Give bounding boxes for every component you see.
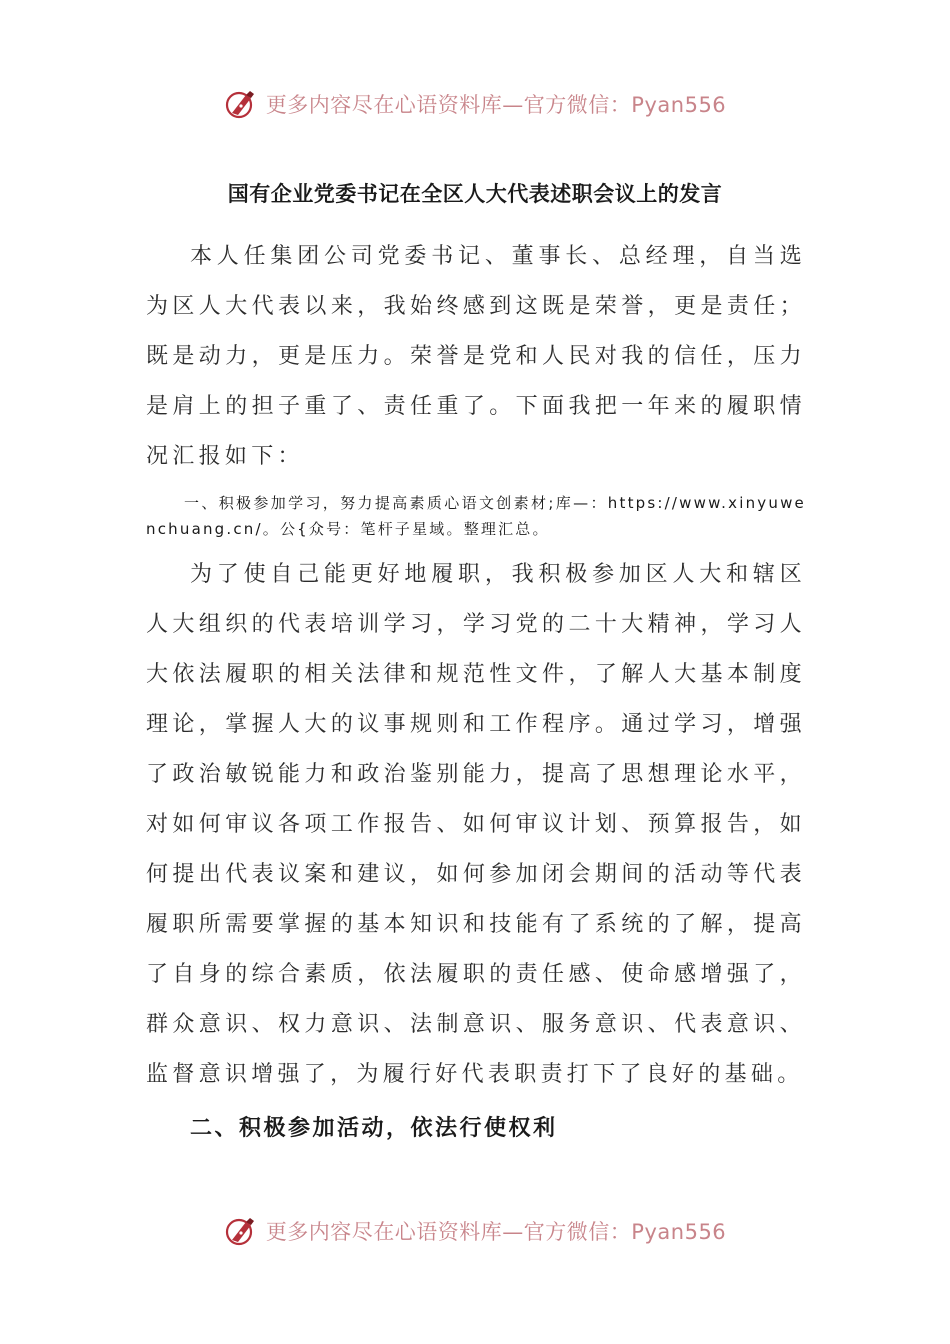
- pen-nib-logo-icon: [224, 1214, 258, 1248]
- watermark-text: 更多内容尽在心语资料库—官方微信：Pyan556: [265, 1220, 727, 1244]
- document-body: [146, 232, 806, 1154]
- header-watermark-banner: [0, 84, 950, 124]
- watermark-text: 更多内容尽在心语资料库—官方微信：Pyan556: [265, 93, 727, 117]
- section-one-paragraph: 为了使自己能更好地履职，我积极参加区人大和辖区人大组织的代表培训学习，学习党的二十大精神，学习人大依法履职的相关法律和规范性文件，了解人大基本制度理论，掌握人大的议事规则和工作程序。通过学习，增强了政治敏锐能力和政治鉴别能力，提高了思想理论水平，对如何审议各项工作报告、如何审议计划、预算报告，如何提出代表议案和建议，如何参加闭会期间的活动等代表履职所需要掌握的基本知识和技能有了系统的了解，提高了自身的综合素质，依法履职的责任感、使命感增强了，群众意识、权力意识、法制意识、服务意识、代表意识、监督意识增强了，为履行好代表职责打下了良好的基础。: [146, 562, 806, 1087]
- page-title: 国有企业党委书记在全区人大代表述职会议上的发言: [227, 182, 723, 206]
- footer-watermark-banner: [0, 1211, 950, 1251]
- section-two-heading: 二、积极参加活动，依法行使权利: [190, 1116, 558, 1141]
- pen-nib-logo-icon: [224, 87, 258, 121]
- intro-paragraph: 本人任集团公司党委书记、董事长、总经理，自当选为区人大代表以来，我始终感到这既是荣誉，更是责任；既是动力，更是压力。荣誉是党和人民对我的信任，压力是肩上的担子重了、责任重了。下面我把一年来的履职情况汇报如下：: [146, 244, 806, 469]
- section-one-heading-note: 一、积极参加学习，努力提高素质心语文创素材;库—：https://www.xinyuwenchuang.cn/。公{众号：笔杆子星域。整理汇总。: [146, 494, 806, 538]
